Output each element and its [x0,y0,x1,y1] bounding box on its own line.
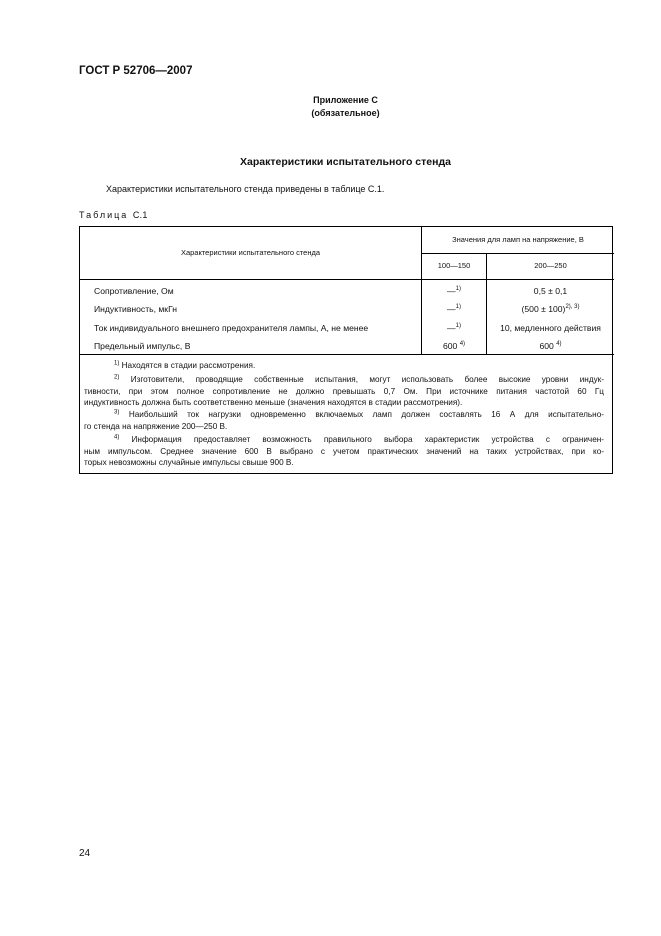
row-value-200-250 [487,286,614,296]
row-value-text: 600 [539,341,554,351]
footnote-mark: 3) [114,409,120,416]
table-footnote [84,409,604,432]
column-header-characteristics: Характеристики испытательного стенда [180,248,321,257]
row-value-text: — [447,286,456,296]
appendix-status: (обязательное) [311,108,380,118]
row-name: Индуктивность, мкГн [94,304,177,314]
section-title: Характеристики испытательного стенда [240,156,451,168]
row-value-text: 600 [442,341,458,351]
row-name: Сопротивление, Ом [94,286,174,296]
footnote-line: тивности, при этом полное сопротивление не должно превышать 0,7 Ом. При источнике питания частотой 60 Гц [84,386,604,396]
table-caption-prefix: Таблица [79,210,129,220]
column-subheader-100-150: 100—150 [437,261,471,270]
footnote-mark: 4) [114,434,120,441]
table-divider [421,253,614,254]
row-value-100-150 [422,286,486,296]
footnote-mark: 1) [114,360,120,367]
table-caption [79,210,148,220]
intro-paragraph: Характеристики испытательного стенда приведены в таблице С.1. [106,184,385,194]
row-value-text: (500 ± 100) [521,304,566,314]
page-number: 24 [79,848,91,859]
footnote-line: Информация предоставляет возможность правильного выбора характеристик устройства с ограничен- [131,435,605,444]
footnote-line: Находятся в стадии рассмотрения. [121,361,256,370]
table-footnote [84,374,604,409]
table-divider [80,279,614,280]
footnote-ref: 1) [455,323,461,330]
footnote-line: Наибольший ток нагрузки одновременно включаемых ламп должен составлять 16 А для испытательно- [128,410,604,419]
table-caption-number: С.1 [132,210,148,220]
table-footnote [84,360,604,372]
table-divider [80,354,614,355]
row-value-text: 10, медленного действия [500,323,601,333]
row-value-100-150 [422,341,486,351]
column-subheader-200-250: 200—250 [534,261,567,270]
row-value-text: — [447,304,456,314]
table-footnote [84,434,604,469]
row-value-200-250 [487,304,614,314]
footnote-ref: 2), 3) [565,304,580,311]
row-value-text: — [447,323,456,333]
row-value-200-250 [487,341,614,351]
row-value-text: 0,5 ± 0,1 [533,286,568,296]
footnote-ref: 4) [556,341,562,348]
footnote-line: го стенда на напряжение 200—250 В. [84,421,228,431]
appendix-title: Приложение С [313,95,378,105]
footnote-ref: 1) [455,286,461,293]
document-code: ГОСТ Р 52706—2007 [79,65,193,77]
row-value-200-250 [487,323,614,333]
row-name: Предельный импульс, В [94,341,191,351]
footnote-ref: 4) [459,341,466,348]
column-group-header: Значения для ламп на напряжение, В [452,235,584,244]
row-value-100-150 [422,323,486,333]
footnote-line: индуктивность должна быть соответственно меньше (значения находятся в стадии рассмотрения). [84,398,463,407]
footnote-mark: 2) [114,374,120,381]
footnote-line: Изготовители, проводящие собственные испытания, могут использовать более высокие уровни индук- [130,375,604,384]
row-name: Ток индивидуального внешнего предохранителя лампы, А, не менее [94,323,369,333]
footnote-ref: 1) [455,304,461,311]
footnote-line: ным импульсом. Среднее значение 600 В выбрано с учетом практических значений на таких устройствах, при ко- [84,446,604,456]
row-value-100-150 [422,304,486,314]
footnote-line: торых невозможны случайные импульсы свыше 900 В. [84,458,294,467]
